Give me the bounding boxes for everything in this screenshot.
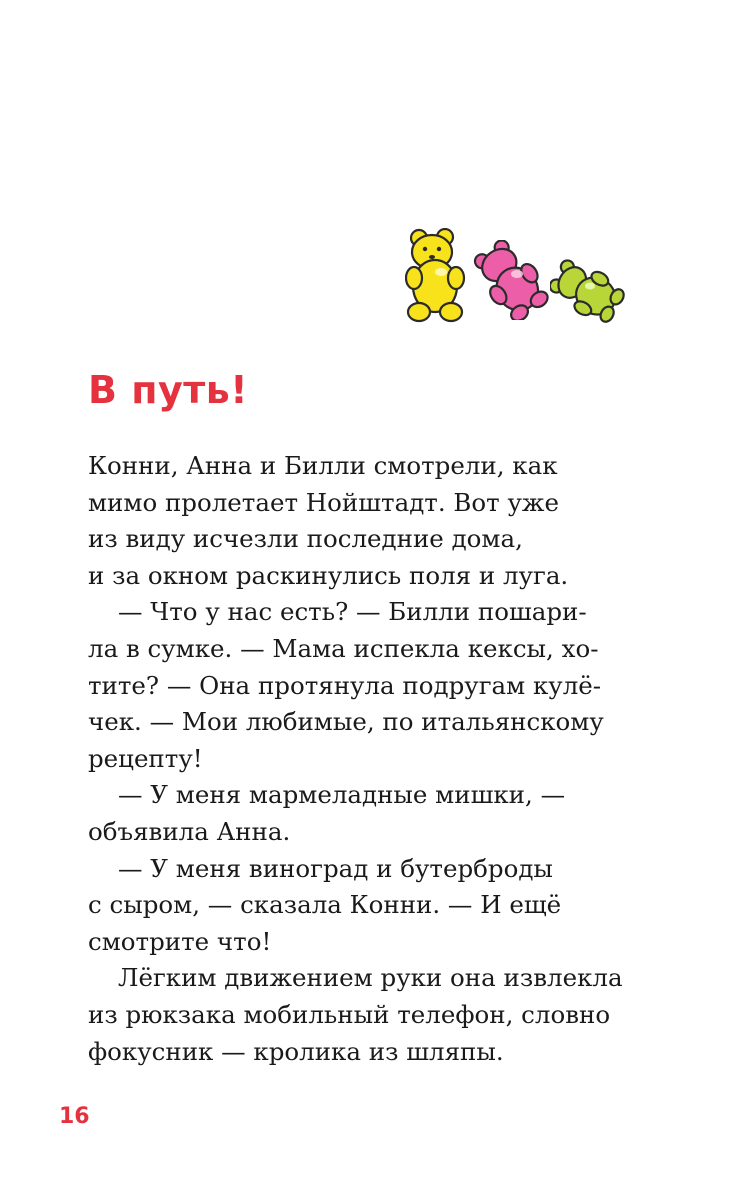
chapter-title: В путь! (88, 368, 249, 412)
text-line: чек. — Мои любимые, по итальянскому (88, 707, 604, 737)
text-line: мимо пролетает Нойштадт. Вот уже (88, 487, 559, 517)
paragraph (88, 777, 648, 850)
text-line: с сыром, — сказала Конни. — И ещё (88, 890, 562, 920)
pink-gummy-bear-icon (471, 240, 551, 320)
text-line: и за окном раскинулись поля и луга. (88, 560, 569, 590)
text-line: ла в сумке. — Мама испекла кексы, хо- (88, 633, 599, 663)
text-line: тите? — Она протянула подругам кулё- (88, 670, 602, 700)
paragraph (88, 960, 648, 1070)
text-line: Лёгким движением руки она извлекла (118, 963, 623, 993)
text-line: — Что у нас есть? — Билли пошари- (118, 597, 587, 627)
yellow-gummy-bear-icon (405, 228, 467, 326)
text-line: Конни, Анна и Билли смотрели, как (88, 451, 558, 480)
paragraph (88, 594, 648, 777)
text-line: из рюкзака мобильный телефон, словно (88, 999, 611, 1029)
paragraph (88, 851, 648, 961)
chapter-body (88, 448, 648, 1070)
text-line: — У меня виноград и бутерброды (118, 853, 553, 883)
text-line: смотрите что! (88, 926, 272, 956)
text-line: — У меня мармеладные мишки, — (118, 780, 566, 810)
gummy-bears-illustration (405, 228, 625, 328)
text-line: фокусник — кролика из шляпы. (88, 1036, 504, 1066)
paragraph (88, 448, 648, 594)
text-line: объявила Анна. (88, 816, 291, 846)
green-gummy-bear-icon (550, 256, 625, 326)
text-line: рецепту! (88, 743, 203, 773)
text-line: из виду исчезли последние дома, (88, 524, 523, 554)
page-number: 16 (59, 1104, 90, 1129)
